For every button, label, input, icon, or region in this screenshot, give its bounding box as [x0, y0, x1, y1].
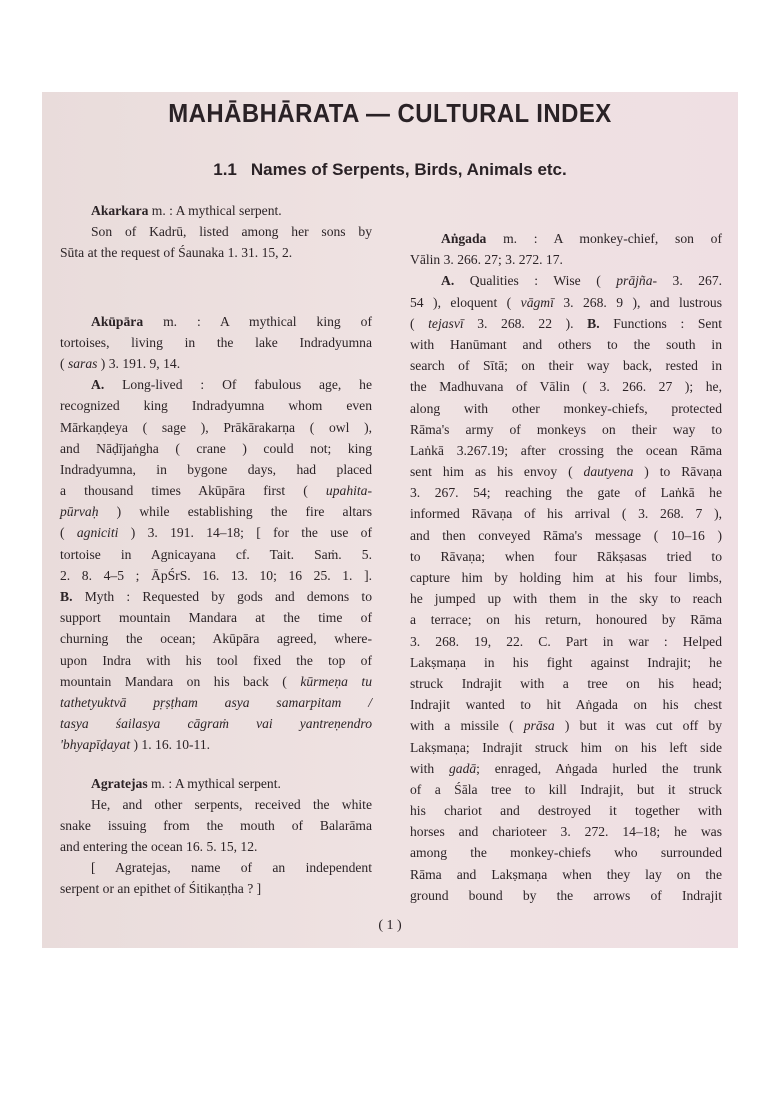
text-run: a thousand times Akūpāra first (: [60, 483, 326, 499]
text-run: among the monkey-chiefs who surrounded: [410, 845, 722, 861]
paragraph: [60, 221, 372, 263]
text-run: [ Agratejas, name of an independent: [91, 860, 372, 876]
text-line: [410, 885, 722, 906]
text-run: to Rāvaṇa; when four Rākṣasas tried to: [410, 548, 722, 564]
text-line: [410, 270, 722, 291]
text-line: [410, 842, 722, 863]
text-run: his chariot and destroyed it together with: [410, 803, 722, 819]
text-line: [410, 567, 722, 588]
text-line: [410, 779, 722, 800]
text-run: churning the ocean; Akūpāra agreed, where-: [60, 631, 372, 647]
text-run: Indradyumna, in bygone days, had placed: [60, 461, 372, 477]
right-column: [410, 228, 722, 906]
text-run: Myth : Requested by gods and demons to: [72, 589, 372, 604]
page-number: ( 1 ): [378, 918, 402, 933]
text-run: ) while establishing the fire altars: [98, 504, 372, 520]
italic-term: saras: [67, 355, 98, 371]
italic-term: upahita-: [325, 483, 372, 499]
text-run: 3. 268. 19, 22. C. Part in war : Helped: [410, 633, 722, 649]
text-run: snake issuing from the mouth of Balarāma: [60, 817, 372, 833]
text-run: Rāma and Lakṣmaṇa when they lay on the: [410, 866, 722, 882]
text-run: with Hanūmant and others to the south in: [410, 336, 722, 352]
text-run: sent him as his envoy (: [410, 464, 584, 480]
text-run: Indrajit wanted to hit Aṅgada on his chest: [410, 697, 722, 713]
text-run: upon Indra with his tool fixed the top of: [60, 652, 372, 668]
text-run: tortoises, living in the lake Indradyumna: [60, 334, 372, 350]
text-run: mountain Mandara on his back (: [60, 673, 301, 689]
text-run: (: [60, 525, 77, 541]
paragraph: [60, 374, 372, 755]
text-run: Mārkaṇḍeya ( sage ), Prākārakarṇa ( owl ),: [60, 419, 372, 435]
bold-term: A.: [91, 377, 105, 393]
text-line: [60, 353, 372, 374]
text-run: support mountain Mandara at the time of: [60, 610, 372, 626]
text-line: [410, 864, 722, 885]
italic-term: tasya śailasya cāgraṁ vai yantreṇendro: [60, 716, 372, 732]
italic-term: prājña-: [616, 273, 658, 289]
text-run: (: [410, 315, 429, 331]
italic-term: tejasvī: [428, 315, 464, 331]
text-line: [410, 376, 722, 397]
text-line: [410, 482, 722, 503]
text-run: m. : A mythical king of: [143, 313, 372, 329]
text-line: [60, 332, 372, 353]
text-run: with a missile (: [410, 718, 524, 734]
text-run: a terrace; on his return, honoured by Rāma: [410, 612, 722, 628]
paragraph: [410, 228, 722, 270]
text-run: ) 3. 191. 14–18; [ for the use of: [118, 525, 372, 541]
text-run: ; enraged, Aṅgada hurled the trunk: [476, 760, 722, 776]
text-run: the Madhuvana of Vālin ( 3. 266. 27 ); he,: [410, 379, 722, 395]
text-line: [410, 694, 722, 715]
text-line: [60, 586, 372, 607]
text-line: [60, 650, 372, 671]
italic-term: agniciti: [76, 525, 119, 541]
bold-term: Akūpāra: [91, 313, 144, 329]
bold-term: B.: [587, 315, 600, 331]
text-run: along with other monkey-chiefs, protected: [410, 400, 722, 416]
bold-term: B.: [60, 589, 73, 604]
italic-term: gadā: [448, 760, 477, 776]
text-line: [410, 673, 722, 694]
text-line: [60, 417, 372, 438]
text-run: Lakṣmaṇa; Indrajit struck him on his left side: [410, 739, 722, 755]
italic-term: vāgmī: [520, 294, 554, 310]
text-line: [60, 565, 372, 586]
text-run: Laṅkā 3.267.19; after crossing the ocean Rāma: [410, 442, 722, 458]
text-run: m. : A monkey-chief, son of: [486, 231, 722, 246]
text-run: 54 ), eloquent (: [410, 294, 521, 310]
text-line: [60, 374, 372, 395]
text-run: horses and charioteer 3. 272. 14–18; he was: [410, 824, 722, 840]
text-line: [60, 878, 372, 899]
text-line: [410, 652, 722, 673]
text-run: tortoise in Agnicayana cf. Tait. Saṁ. 5.: [60, 546, 372, 562]
text-run: informed Rāvaṇa of his arrival ( 3. 268. 7 ),: [410, 506, 722, 522]
text-line: [60, 692, 372, 713]
text-line: [410, 758, 722, 779]
paragraph: [60, 773, 372, 794]
italic-term: prāsa: [523, 718, 555, 734]
paragraph: [60, 857, 372, 899]
text-run: ) 1. 16. 10-11.: [130, 737, 211, 753]
text-run: 3. 268. 9 ), and lustrous: [553, 294, 723, 310]
text-line: [410, 313, 722, 334]
text-line: [60, 836, 372, 857]
text-line: [60, 734, 372, 755]
left-column: [60, 200, 372, 900]
text-run: recognized king Indradyumna whom even: [60, 398, 372, 414]
text-run: ground bound by the arrows of Indrajit: [410, 887, 722, 903]
text-line: [410, 228, 722, 249]
text-line: [60, 395, 372, 416]
text-run: 3. 267. 54; reaching the gate of Laṅkā he: [410, 485, 722, 501]
text-line: [60, 438, 372, 459]
text-run: struck Indrajit with a tree on his head;: [410, 675, 722, 691]
text-run: and Nāḍījaṅgha ( crane ) could not; king: [60, 440, 372, 456]
paragraph: [60, 794, 372, 858]
text-run: Sūta at the request of Śaunaka 1. 31. 15, 2.: [60, 245, 293, 261]
text-line: [60, 242, 372, 263]
text-run: search of Sītā; on their way back, rested in: [410, 358, 722, 374]
paragraph: [60, 311, 372, 375]
bold-term: A.: [441, 273, 455, 289]
italic-term: kūrmeṇa tu: [300, 673, 372, 689]
text-line: [60, 522, 372, 543]
text-line: [410, 334, 722, 355]
index-entry: [410, 228, 722, 906]
text-run: Functions : Sent: [599, 315, 722, 331]
text-line: [60, 311, 372, 332]
text-line: [410, 249, 722, 270]
text-run: Long-lived : Of fabulous age, he: [104, 377, 372, 393]
text-line: [60, 815, 372, 836]
text-line: [410, 503, 722, 524]
index-entry: [60, 773, 372, 900]
text-line: [60, 794, 372, 815]
text-run: he jumped up with them in the sky to reach: [410, 591, 722, 607]
text-run: Lakṣmaṇa in his fight against Indrajit; he: [410, 654, 722, 670]
page-title: MAHĀBHĀRATA — CULTURAL INDEX: [168, 98, 612, 128]
text-run: Qualities : Wise (: [454, 273, 617, 289]
text-line: [60, 459, 372, 480]
italic-term: 'bhyapīḍayat: [60, 737, 131, 753]
text-line: [60, 671, 372, 692]
text-run: Vālin 3. 266. 27; 3. 272. 17.: [410, 252, 563, 268]
text-run: and then conveyed Rāma's message ( 10–16 ): [410, 527, 722, 543]
section-title: Names of Serpents, Birds, Animals etc.: [250, 160, 567, 179]
text-line: [410, 292, 722, 313]
text-run: (: [60, 355, 68, 371]
text-run: and entering the ocean 16. 5. 15, 12.: [60, 839, 258, 855]
text-line: [60, 221, 372, 242]
text-line: [60, 628, 372, 649]
text-line: [410, 715, 722, 736]
text-line: [410, 588, 722, 609]
text-line: [410, 398, 722, 419]
text-line: [60, 857, 372, 878]
text-run: m. : A mythical serpent.: [147, 775, 281, 791]
italic-term: pūrvaḥ: [60, 504, 99, 520]
text-line: [60, 480, 372, 501]
paragraph: [410, 270, 722, 906]
text-line: [410, 461, 722, 482]
bold-term: Akarkara: [91, 203, 149, 218]
text-run: ) to Rāvaṇa: [633, 464, 723, 480]
text-line: [410, 525, 722, 546]
section-number: 1.1: [213, 160, 237, 179]
text-line: [60, 607, 372, 628]
italic-term: tathetyuktvā pṛṣṭham asya samarpitam /: [60, 694, 372, 710]
text-line: [60, 501, 372, 522]
text-run: of a Śāla tree to kill Indrajit, but it struck: [410, 781, 722, 797]
text-run: Son of Kadrū, listed among her sons by: [91, 224, 372, 240]
text-line: [410, 419, 722, 440]
text-line: [410, 737, 722, 758]
index-entry: [60, 311, 372, 756]
text-line: [410, 631, 722, 652]
text-run: m. : A mythical serpent.: [148, 203, 282, 218]
italic-term: dautyena: [583, 464, 634, 480]
text-run: 3. 268. 22 ).: [463, 315, 588, 331]
text-line: [60, 713, 372, 734]
paragraph: [60, 200, 372, 221]
text-run: capture him by holding him at his four limbs,: [410, 570, 722, 585]
index-entry: [60, 200, 372, 264]
text-run: ) 3. 191. 9, 14.: [97, 355, 181, 371]
text-run: He, and other serpents, received the white: [91, 796, 372, 812]
text-line: [410, 440, 722, 461]
text-line: [410, 821, 722, 842]
text-line: [410, 355, 722, 376]
text-run: 2. 8. 4–5 ; ĀpŚrS. 16. 13. 10; 16 25. 1. ].: [60, 567, 372, 583]
text-line: [60, 544, 372, 565]
text-line: [60, 773, 372, 794]
section-heading: [0, 160, 780, 180]
text-run: serpent or an epithet of Śitikaṇṭha ? ]: [60, 881, 262, 897]
text-run: 3. 267.: [657, 273, 723, 289]
bold-term: Agratejas: [91, 775, 148, 791]
text-line: [410, 800, 722, 821]
text-line: [410, 546, 722, 567]
text-run: with: [410, 760, 449, 776]
text-line: [60, 200, 372, 221]
text-run: Rāma's army of monkeys on their way to: [410, 421, 722, 437]
bold-term: Aṅgada: [441, 231, 487, 246]
text-line: [410, 609, 722, 630]
text-run: ) but it was cut off by: [554, 718, 723, 734]
